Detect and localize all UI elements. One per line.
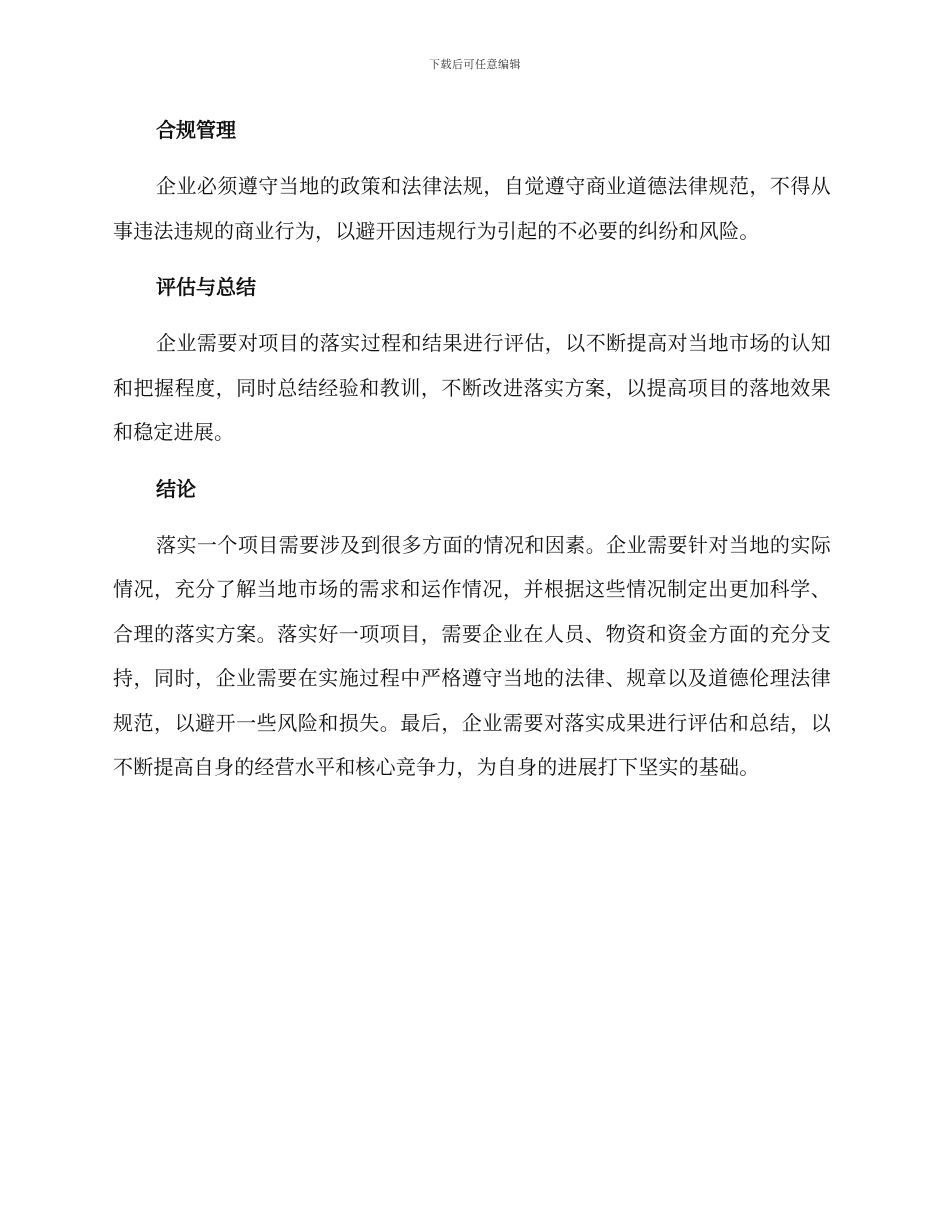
section-compliance: [113, 108, 831, 265]
section-paragraph: 落实一个项目需要涉及到很多方面的情况和因素。企业需要针对当地的实际情况，充分了解当地市场的需求和运作情况，并根据这些情况制定出更加科学、合理的落实方案。落实好一项项目，需要企业在人员、物资和资金方面的充分支持，同时，企业需要在实施过程中严格遵守当地的法律、规章以及道德伦理法律规范，以避开一些风险和损失。最后，企业需要对落实成果进行评估和总结，以不断提高自身的经营水平和核心竞争力，为自身的进展打下坚实的基础。: [113, 532, 831, 779]
section-conclusion: [113, 467, 831, 790]
section-heading: 评估与总结: [156, 275, 256, 299]
section-heading: 合规管理: [156, 118, 236, 142]
section-paragraph: 企业必须遵守当地的政策和法律法规，自觉遵守商业道德法律规范，不得从事违法违规的商业行为，以避开因违规行为引起的不必要的纠纷和风险。: [113, 174, 831, 243]
section-evaluation: [113, 265, 831, 467]
section-paragraph: 企业需要对项目的落实过程和结果进行评估，以不断提高对当地市场的认知和把握程度，同时总结经验和教训，不断改进落实方案，以提高项目的落地效果和稳定进展。: [113, 331, 831, 444]
document-body: [113, 108, 831, 790]
section-heading: 结论: [156, 476, 196, 501]
page-header-note: 下载后可任意编辑: [429, 58, 521, 71]
